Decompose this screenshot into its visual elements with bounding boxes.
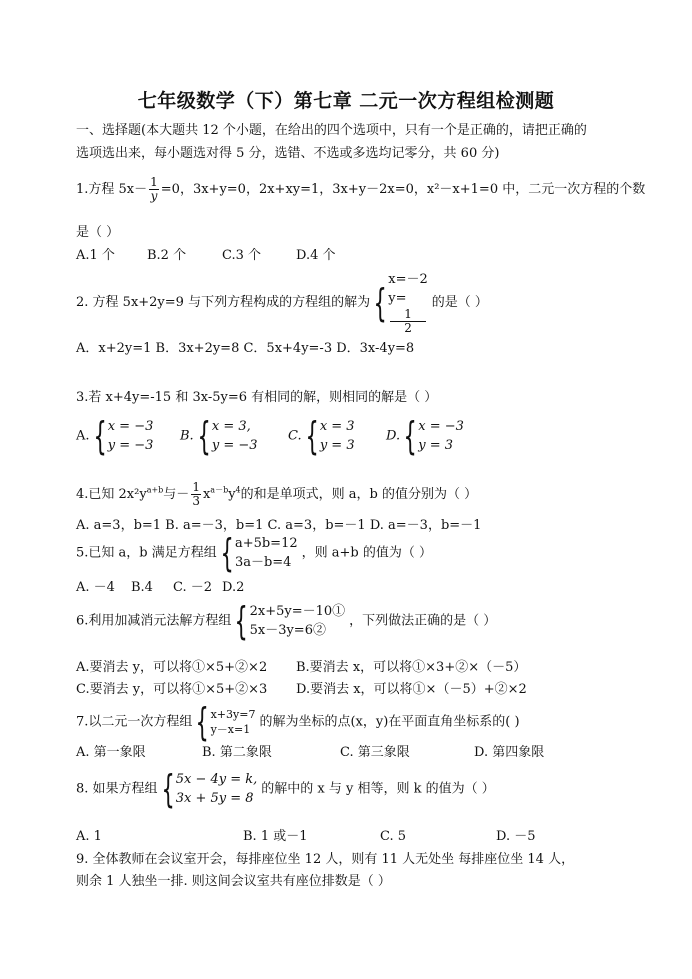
question-8-option-a: A. 1 (76, 829, 102, 844)
question-2-options: A．x+2y=1 B．3x+2y=8 C．5x+4y=-3 D．3x-4y=8 (76, 341, 415, 356)
q5-system: a+5b=12 3a－b=4 (234, 536, 298, 570)
question-3-stem: 3.若 x+4y=-15 和 3x-5y=6 有相同的解，则相同的解是（ ） (76, 390, 438, 405)
question-5-option-b: B.4 (131, 580, 153, 595)
q2-brace: { (373, 280, 387, 325)
question-6-option-d: D.要消去 x，可以将①×（－5）+②×2 (296, 682, 527, 697)
q3-option-b: B.{ x = 3, y = −3 (180, 414, 258, 458)
page-title: 七年级数学（下）第七章 二元一次方程组检测题 (137, 90, 555, 112)
question-1-stem (76, 176, 645, 203)
question-7-option-b: B. 第二象限 (202, 745, 272, 760)
question-8-stem: 8. 如果方程组{ 5x − 4y = k, 3x + 5y = 8 的解中的 x 与 y 相等，则 k 的值为（ ） (76, 767, 495, 811)
question-8-option-c: C. 5 (380, 829, 407, 844)
question-1-option-d: D.4 个 (296, 248, 336, 263)
q3-option-c: C.{ x = 3 y = 3 (288, 414, 355, 458)
question-9-line1: 9. 全体教师在会议室开会，每排座位坐 12 人，则有 11 人无处坐 每排座位坐 14 人， (76, 852, 575, 867)
question-1-option-a: A.1 个 (76, 248, 115, 263)
q3-option-a: A.{ x = −3 y = −3 (76, 414, 154, 458)
section-heading-line2: 选项选出来，每小题选对得 5 分，选错、不选或多选均记零分，共 60 分) (76, 146, 500, 161)
question-6-option-a: A.要消去 y，可以将①×5+②×2 (76, 660, 268, 675)
section-heading-line1: 一、选择题(本大题共 12 个小题，在给出的四个选项中，只有一个是正确的，请把正确的 (76, 123, 587, 138)
question-1-option-b: B.2 个 (147, 248, 187, 263)
question-9-line2: 则余 1 人独坐一排. 则这间会议室共有座位排数是（ ） (76, 874, 391, 889)
q1-fraction: $\frac{1}{y}$ (150, 175, 158, 203)
q7-system: x+3y=7 y－x=1 (210, 708, 256, 736)
q1-rest: =0，3x+y=0，2x+xy=1，3x+y－2x=0，x²－x+1=0 中，二元一次方程的个数 (160, 182, 646, 197)
q6-system: 2x+5y=－10① 5x－3y=6② (249, 604, 346, 638)
question-7-option-c: C. 第三象限 (340, 745, 410, 760)
q8-system: 5x − 4y = k, 3x + 5y = 8 (175, 772, 258, 806)
question-7-option-a: A. 第一象限 (76, 745, 146, 760)
question-4-stem: 4.已知 $2x^2y^{a+b}$与－ $\frac{1}{3}$ $x^{a-b}y^4$的和是单项式，则 a，b 的值分别为（ ） (76, 480, 478, 508)
question-6-option-c: C.要消去 y，可以将①×5+②×3 (76, 682, 268, 697)
question-2-stem: 2. 方程 5x+2y=9 与下列方程构成的方程组的解为{ x=－2 y= 1 2 的是（ ） (76, 272, 488, 335)
question-4-options: A. a=3，b=1 B. a=－3，b=1 C. a=3，b=－1 D. a=－3，b=－1 (76, 518, 482, 533)
question-7-stem: 7.以二元一次方程组{ x+3y=7 y－x=1 的解为坐标的点(x，y)在平面直角坐标系的( ) (76, 700, 520, 744)
question-7-option-d: D. 第四象限 (474, 745, 545, 760)
question-6-option-b: B.要消去 x，可以将①×3+②×（－5） (296, 660, 527, 675)
q1-prefix: 1.方程 5x－ (76, 182, 148, 197)
question-5-stem: 5.已知 a，b 满足方程组{ a+5b=12 3a－b=4 ，则 a+b 的值为（ ） (76, 531, 432, 575)
question-5-option-d: D.2 (222, 580, 245, 595)
question-1-option-c: C.3 个 (222, 248, 262, 263)
q2-system: x=－2 y= 1 2 (388, 272, 428, 335)
question-6-stem: 6.利用加减消元法解方程组{ 2x+5y=－10① 5x－3y=6② ，下列做法正确的是（ ） (76, 599, 497, 643)
question-8-option-d: D. －5 (496, 829, 536, 844)
question-8-option-b: B. 1 或－1 (243, 829, 308, 844)
question-1-line2: 是（ ） (76, 225, 120, 240)
q3-option-d: D.{ x = −3 y = 3 (386, 414, 464, 458)
question-5-option-c: C. －2 (173, 580, 213, 595)
question-5-option-a: A. －4 (76, 580, 115, 595)
